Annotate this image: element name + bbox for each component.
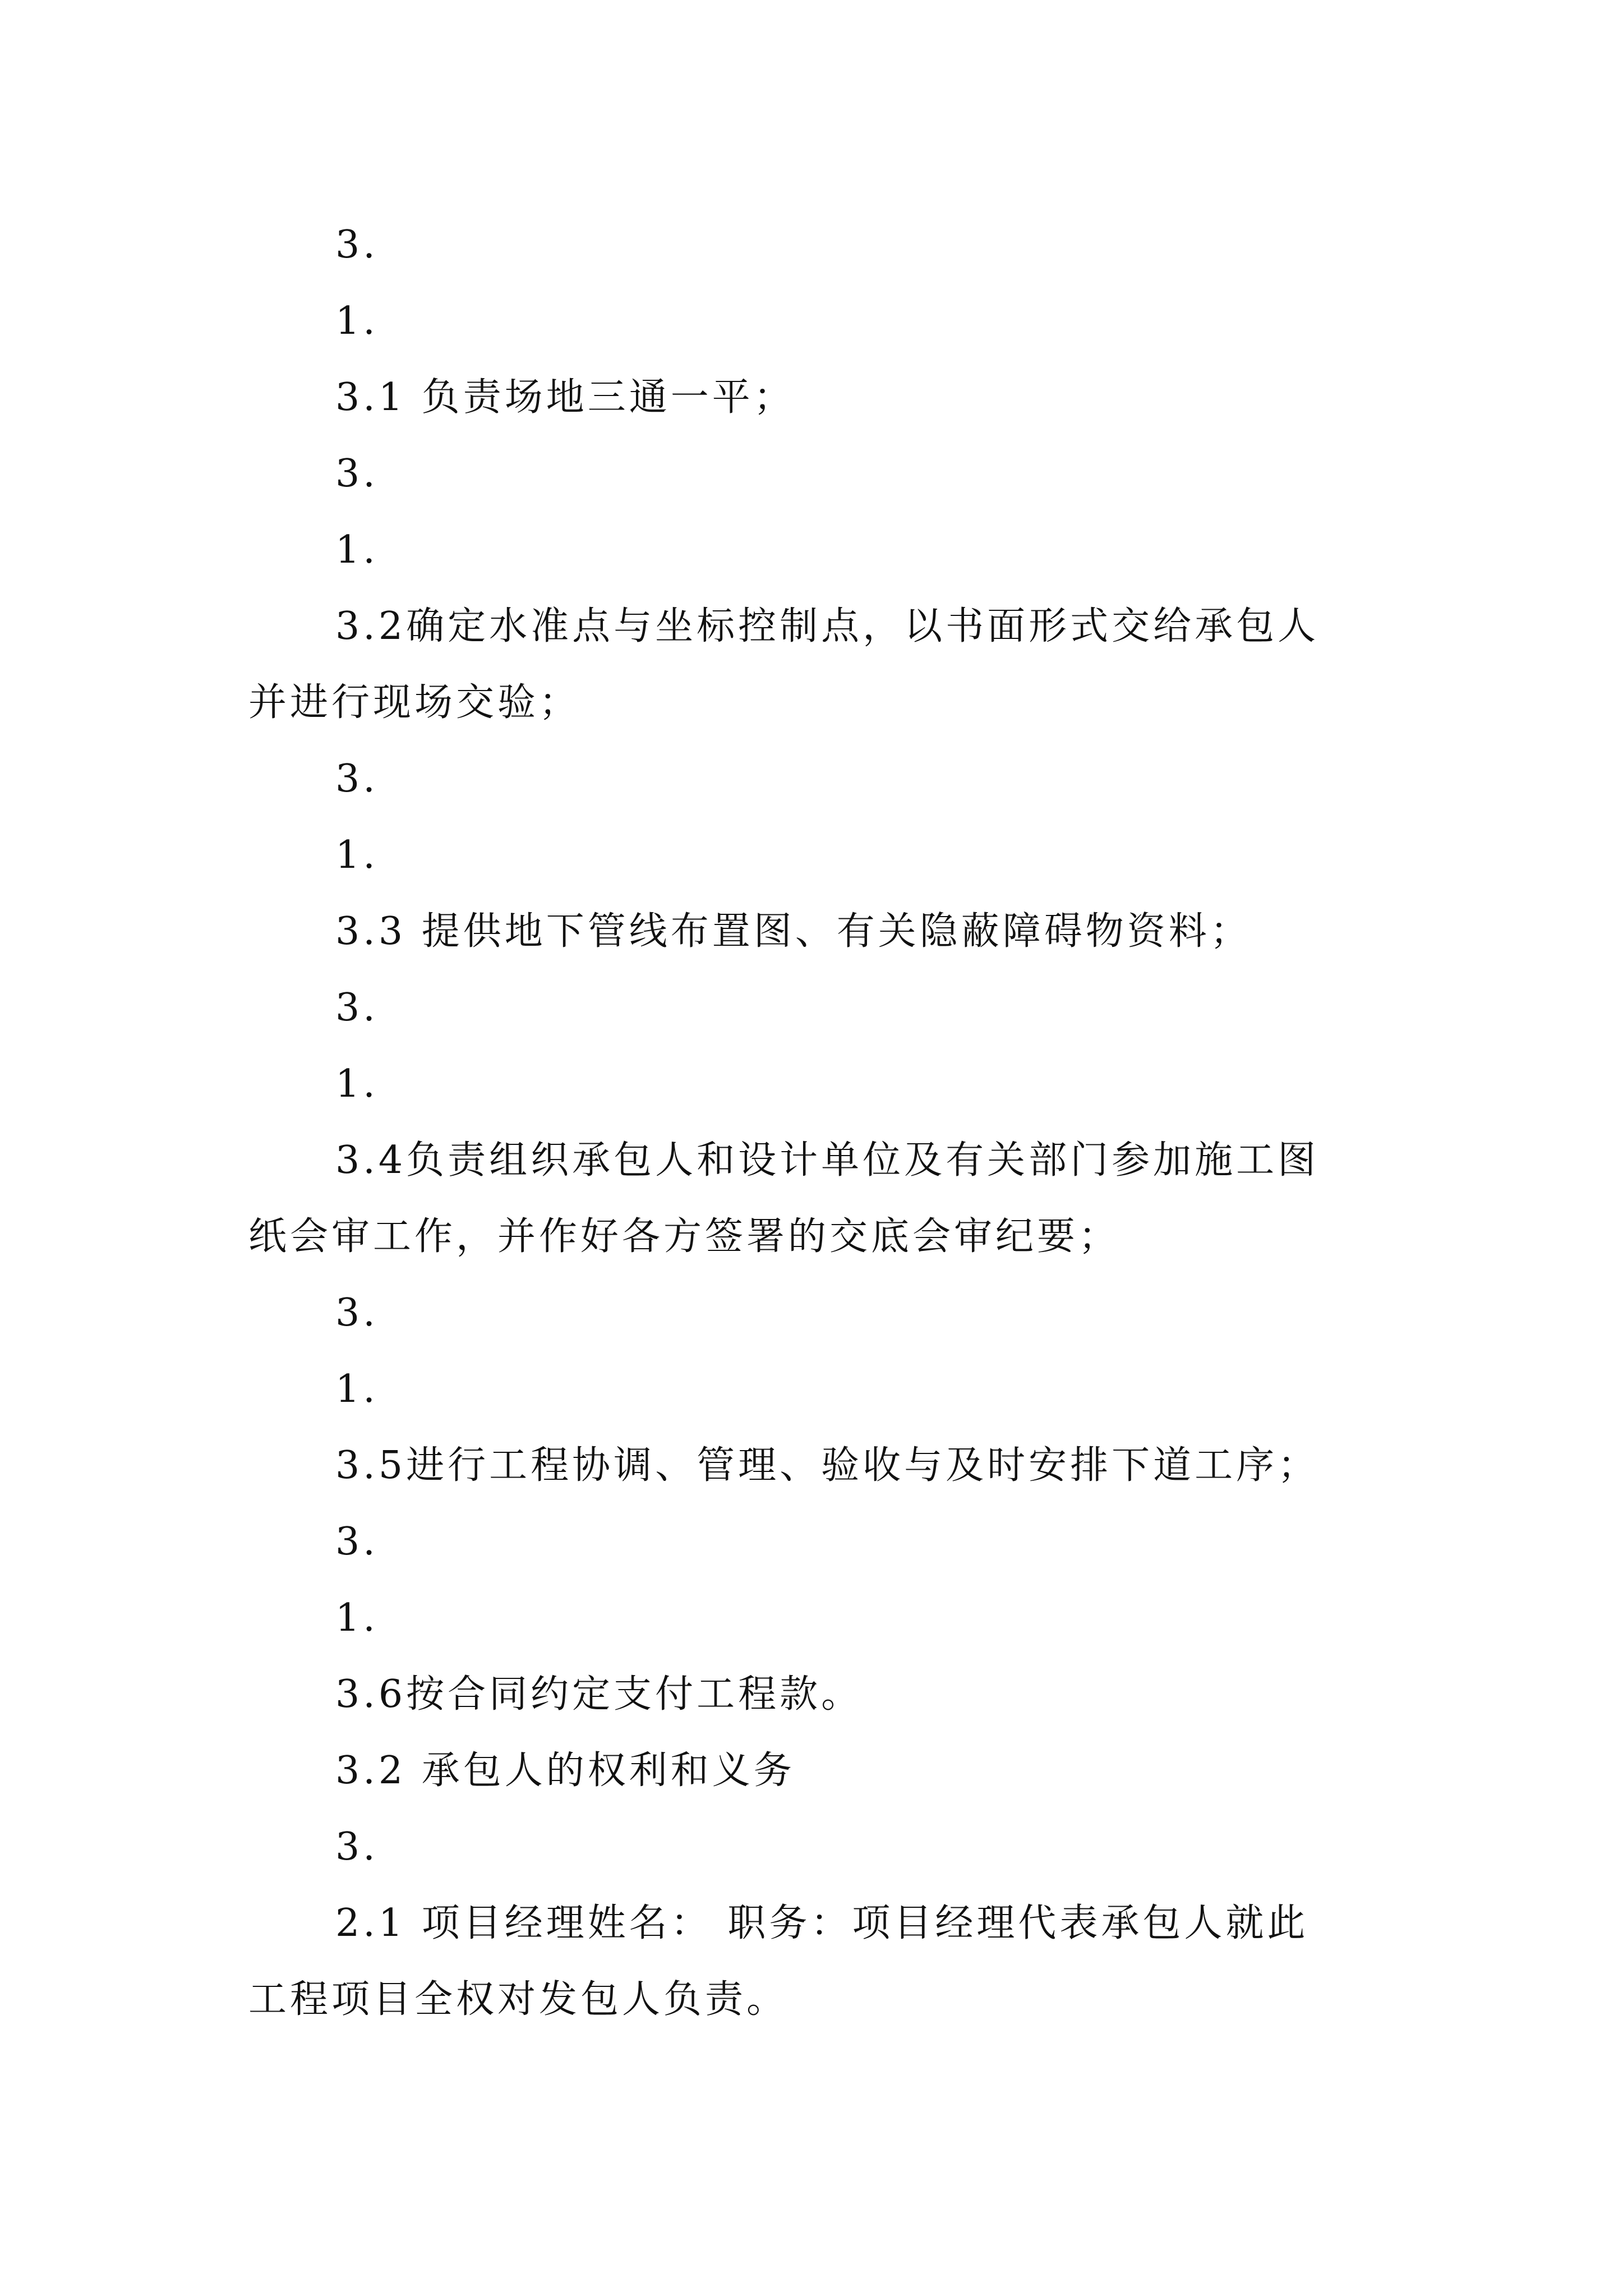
text-line: 1.	[335, 833, 379, 877]
text-line: 3.	[335, 757, 379, 801]
text-line: 2.1 项目经理姓名： 职务：项目经理代表承包人就此	[335, 1901, 1309, 1945]
text-line: 3.1 负责场地三通一平；	[335, 375, 795, 420]
text-line: 1.	[335, 528, 379, 572]
text-line: 3.4负责组织承包人和设计单位及有关部门参加施工图	[335, 1138, 1320, 1182]
text-line: 3.	[335, 986, 379, 1030]
text-line: 1.	[335, 1062, 379, 1106]
text-line: 1.	[335, 1596, 379, 1640]
text-line: 3.	[335, 223, 379, 267]
text-line: 并进行现场交验；	[248, 680, 581, 725]
text-line: 3.	[335, 452, 379, 496]
text-line: 工程项目全权对发包人负责。	[248, 1977, 789, 2022]
text-line: 纸会审工作，并作好各方签署的交底会审纪要；	[248, 1214, 1121, 1259]
text-line: 1.	[335, 1367, 379, 1411]
text-line: 3.2 承包人的权利和义务	[335, 1749, 795, 1793]
text-line: 3.3 提供地下管线布置图、有关隐蔽障碍物资料；	[335, 909, 1252, 954]
text-line: 3.	[335, 1291, 379, 1335]
text-line: 3.2确定水准点与坐标控制点，以书面形式交给承包人	[335, 604, 1320, 648]
text-line: 3.	[335, 1520, 379, 1564]
text-line: 3.5进行工程协调、管理、验收与及时安排下道工序；	[335, 1443, 1320, 1488]
text-line: 3.	[335, 1825, 379, 1869]
text-line: 1.	[335, 299, 379, 343]
text-line: 3.6按合同约定支付工程款。	[335, 1672, 863, 1717]
